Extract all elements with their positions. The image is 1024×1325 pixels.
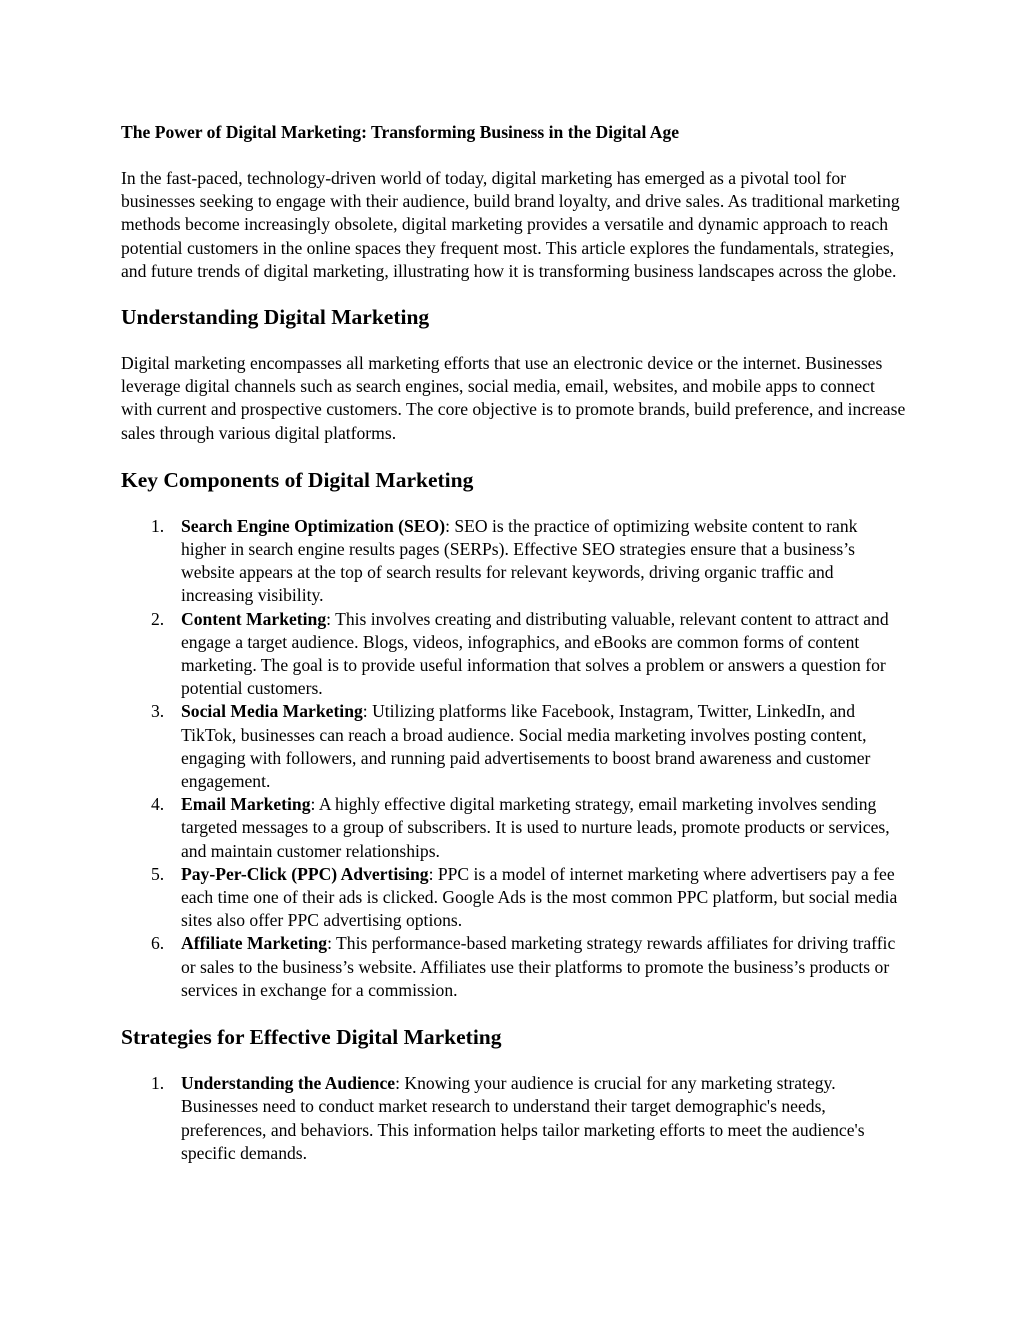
- list-item-content-marketing: [121, 608, 906, 701]
- list-number: 1.: [151, 515, 165, 536]
- list-number: 3.: [151, 701, 165, 722]
- list-item-social-media-marketing: [121, 700, 906, 793]
- list-item-term: Affiliate Marketing: [181, 933, 328, 954]
- list-item-term: Email Marketing: [181, 794, 311, 815]
- list-item-text: : A highly effective digital marketing strategy, email marketing involves sending targeted messages to a group of subscribers. It is used to nurture leads, promote products or services, and maintain customer relationships.: [181, 794, 890, 861]
- list-item-term: Social Media Marketing: [181, 701, 363, 722]
- components-list: [121, 515, 906, 1002]
- list-item-term: Content Marketing: [181, 608, 327, 629]
- list-item-text: : This performance-based marketing strategy rewards affiliates for driving traffic or sales to the business’s website. Affiliates use their platforms to promote the business’s products or services in exchange for a commission.: [181, 933, 896, 1000]
- understanding-paragraph: Digital marketing encompasses all marketing efforts that use an electronic device or the internet. Businesses leverage digital channels such as search engines, social media, email, websites, and mobile apps to connect with current and prospective customers. The core objective is to promote brands, build preference, and increase sales through various digital platforms.: [121, 353, 906, 443]
- list-number: 4.: [151, 794, 165, 815]
- list-item-term: Understanding the Audience: [181, 1073, 396, 1094]
- list-number: 5.: [151, 863, 165, 884]
- list-number: 2.: [151, 608, 165, 629]
- list-item-text: : This involves creating and distributing valuable, relevant content to attract and engage a target audience. Blogs, videos, infographics, and eBooks are common forms of content marketing. The goal is to provide useful information that solves a problem or answers a question for potential customers.: [181, 608, 889, 699]
- list-item-text: : SEO is the practice of optimizing website content to rank higher in search engine results pages (SERPs). Effective SEO strategies ensure that a business’s website appears at the top of search results for relevant keywords, driving organic traffic and increasing visibility.: [181, 515, 858, 606]
- list-item-ppc-advertising: [121, 863, 906, 933]
- list-item-text: : Knowing your audience is crucial for any marketing strategy. Businesses need to conduct market research to understand their target demographic's needs, preferences, and behaviors. This information helps tailor marketing efforts to meet the audience's specific demands.: [181, 1073, 865, 1163]
- list-item-text: : Utilizing platforms like Facebook, Instagram, Twitter, LinkedIn, and TikTok, businesses can reach a broad audience. Social media marketing involves posting content, engaging with followers, and running paid advertisements to boost brand awareness and customer engagement.: [181, 701, 871, 792]
- list-item-seo: [121, 515, 906, 608]
- document-title: The Power of Digital Marketing: Transforming Business in the Digital Age: [121, 122, 680, 142]
- list-item-email-marketing: [121, 793, 906, 863]
- list-number: 6.: [151, 933, 165, 954]
- list-number: 1.: [151, 1073, 165, 1094]
- list-item-affiliate-marketing: [121, 932, 906, 1002]
- list-item-text: : PPC is a model of internet marketing where advertisers pay a fee each time one of their ads is clicked. Google Ads is the most common PPC platform, but social media sites also offer PPC advertising options.: [181, 863, 898, 931]
- heading-strategies: Strategies for Effective Digital Marketing: [121, 1025, 502, 1050]
- document-page: [121, 121, 906, 1165]
- intro-paragraph: In the fast-paced, technology-driven world of today, digital marketing has emerged as a pivotal tool for businesses seeking to engage with their audience, build brand loyalty, and drive sales. As traditional marketing methods become increasingly obsolete, digital marketing provides a versatile and dynamic approach to reach potential customers in the online spaces they frequent most. This article explores the fundamentals, strategies, and future trends of digital marketing, illustrating how it is transforming business landscapes across the globe.: [121, 168, 900, 281]
- list-item-term: Search Engine Optimization (SEO): [181, 515, 446, 536]
- list-item-term: Pay-Per-Click (PPC) Advertising: [181, 863, 429, 884]
- strategies-list: [121, 1072, 906, 1165]
- heading-understanding: Understanding Digital Marketing: [121, 305, 430, 330]
- list-item-understanding-audience: [121, 1072, 906, 1165]
- heading-key-components: Key Components of Digital Marketing: [121, 467, 474, 492]
